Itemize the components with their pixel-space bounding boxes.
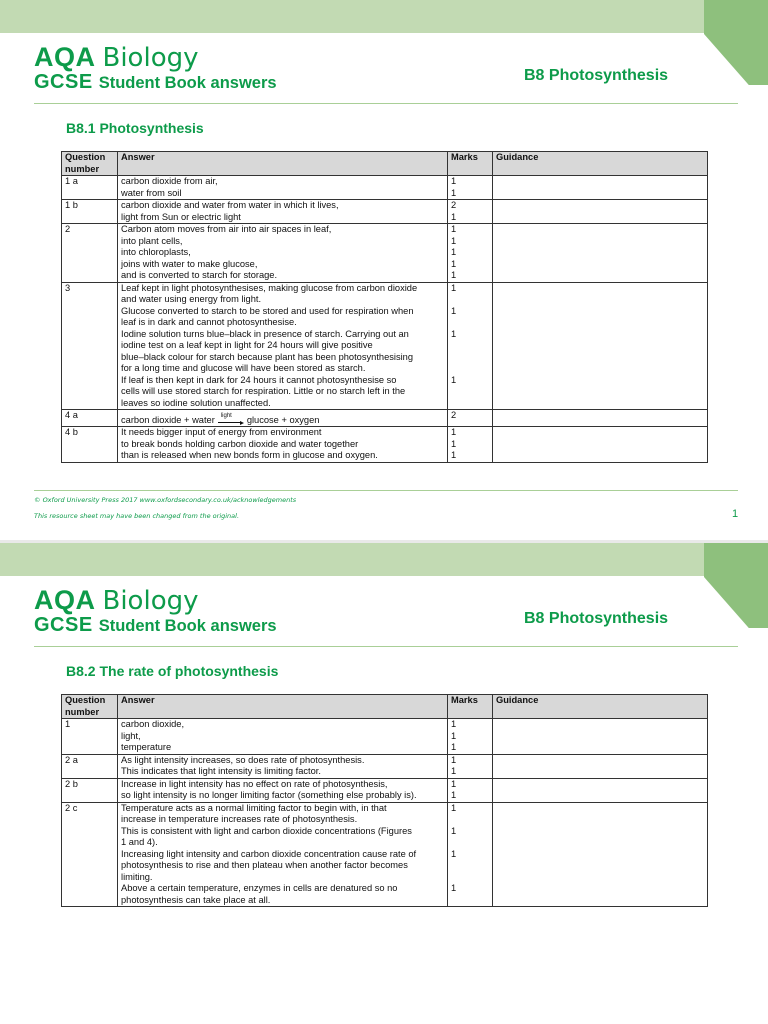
mark-value: 1	[451, 427, 457, 437]
header-rule	[34, 646, 738, 647]
answer-line: This indicates that light intensity is limiting factor.	[121, 766, 321, 776]
marks-cell	[448, 427, 493, 463]
answer-cell	[118, 719, 448, 755]
brand-subtitle: Student Book answers	[98, 74, 277, 92]
mark-value: 1	[451, 802, 457, 813]
table-row	[62, 200, 708, 224]
answer-line: than is released when new bonds form in glucose and oxygen.	[121, 450, 378, 460]
brand-logo	[34, 585, 277, 637]
word-equation	[121, 414, 319, 426]
question-number: 3	[62, 282, 118, 410]
col-header-answer: Answer	[118, 152, 448, 176]
marks-cell	[448, 410, 493, 427]
answer-line: carbon dioxide,	[121, 719, 185, 729]
answer-line: blue–black colour for starch because plant has been photosynthesising	[121, 351, 414, 362]
brand-aqa: AQA	[34, 42, 96, 72]
brand-subject: Biology	[102, 43, 199, 73]
footer-copyright: © Oxford University Press 2017 www.oxfordsecondary.co.uk/acknowledgements	[34, 496, 297, 504]
mark-value: 2	[451, 200, 457, 210]
answers-table	[61, 151, 708, 463]
mark-value: 1	[451, 730, 457, 741]
answer-cell	[118, 282, 448, 410]
guidance-cell	[493, 176, 708, 200]
guidance-cell	[493, 282, 708, 410]
answer-cell	[118, 410, 448, 427]
page-number: 1	[732, 508, 739, 520]
mark-value: 1	[451, 235, 457, 246]
marks-cell	[448, 282, 493, 410]
col-header-guidance: Guidance	[493, 695, 708, 719]
question-number: 2 a	[62, 754, 118, 778]
question-number: 2 c	[62, 802, 118, 907]
guidance-cell	[493, 802, 708, 907]
mark-value: 1	[451, 270, 457, 280]
answer-cell	[118, 176, 448, 200]
table-row	[62, 282, 708, 410]
marks-cell	[448, 802, 493, 907]
answer-line: This is consistent with light and carbon dioxide concentrations (Figures	[121, 825, 412, 836]
question-number: 1	[62, 719, 118, 755]
question-number: 1 b	[62, 200, 118, 224]
answer-cell	[118, 802, 448, 907]
answer-line: carbon dioxide and water from water in which it lives,	[121, 200, 339, 210]
mark-value: 1	[451, 176, 457, 186]
header-band	[0, 543, 768, 576]
mark-value: 1	[451, 258, 457, 269]
table-header-row	[62, 695, 708, 719]
question-number: 2	[62, 224, 118, 283]
guidance-cell	[493, 200, 708, 224]
equation-reactants: carbon dioxide + water	[121, 414, 215, 425]
mark-value: 1	[451, 211, 457, 222]
page-2	[0, 543, 768, 1024]
guidance-cell	[493, 778, 708, 802]
header-band	[0, 0, 768, 33]
answer-line: It needs bigger input of energy from environment	[121, 427, 322, 437]
answer-line: As light intensity increases, so does rate of photosynthesis.	[121, 754, 365, 765]
brand-gcse: GCSE	[34, 71, 93, 93]
answer-line: photosynthesis can take place at all.	[121, 894, 271, 905]
mark-value: 1	[451, 742, 457, 752]
answer-line: photosynthesis to rise and then plateau when another factor becomes	[121, 860, 408, 870]
table-row	[62, 176, 708, 200]
answer-line: Temperature acts as a normal limiting factor to begin with, in that	[121, 802, 387, 813]
marks-cell	[448, 224, 493, 283]
col-header-marks: Marks	[448, 152, 493, 176]
reaction-arrow-icon	[218, 414, 244, 426]
table-row	[62, 224, 708, 283]
question-number: 2 b	[62, 778, 118, 802]
brand-aqa: AQA	[34, 585, 96, 615]
mark-value: 1	[451, 790, 457, 800]
mark-value: 1	[451, 825, 457, 836]
mark-value: 1	[451, 766, 457, 776]
col-header-question: Question number	[62, 152, 118, 176]
answer-line: leaves so iodine solution unaffected.	[121, 397, 271, 408]
header-corner-tab	[704, 543, 768, 628]
col-header-guidance: Guidance	[493, 152, 708, 176]
answer-cell	[118, 754, 448, 778]
header-corner-tab	[704, 0, 768, 85]
answer-cell	[118, 200, 448, 224]
answer-line: so light intensity is no longer limiting factor (something else probably is).	[121, 790, 417, 800]
mark-value: 1	[451, 282, 457, 293]
answer-line: and is converted to starch for storage.	[121, 270, 278, 280]
table-row	[62, 719, 708, 755]
footer-rule	[34, 490, 738, 491]
footer-notice: This resource sheet may have been changed from the original.	[34, 512, 240, 520]
mark-value: 1	[451, 848, 457, 859]
table-row	[62, 754, 708, 778]
section-title: B8.2 The rate of photosynthesis	[66, 663, 279, 679]
answer-line: light from Sun or electric light	[121, 211, 241, 222]
brand-subtitle: Student Book answers	[98, 617, 277, 635]
guidance-cell	[493, 754, 708, 778]
answer-line: light,	[121, 730, 141, 741]
table-row	[62, 802, 708, 907]
mark-value: 1	[451, 305, 457, 316]
table-row	[62, 410, 708, 427]
brand-logo	[34, 42, 277, 94]
answer-line: 1 and 4).	[121, 837, 158, 847]
brand-gcse: GCSE	[34, 614, 93, 636]
answer-line: Glucose converted to starch to be stored and used for respiration when	[121, 305, 414, 316]
answer-line: If leaf is then kept in dark for 24 hours it cannot photosynthesise so	[121, 374, 397, 385]
chapter-title: B8 Photosynthesis	[524, 67, 669, 84]
answer-line: for a long time and glucose will have been stored as starch.	[121, 363, 366, 373]
question-number: 4 b	[62, 427, 118, 463]
question-number: 1 a	[62, 176, 118, 200]
answer-line: into plant cells,	[121, 235, 183, 246]
col-header-question: Question number	[62, 695, 118, 719]
guidance-cell	[493, 427, 708, 463]
answer-line: joins with water to make glucose,	[121, 258, 258, 269]
table-row	[62, 778, 708, 802]
marks-cell	[448, 778, 493, 802]
mark-value: 1	[451, 247, 457, 257]
answers-table	[61, 694, 708, 907]
mark-value: 1	[451, 754, 457, 765]
answer-line: into chloroplasts,	[121, 247, 191, 257]
brand-subject: Biology	[102, 586, 199, 616]
answer-line: Carbon atom moves from air into air spaces in leaf,	[121, 224, 332, 234]
answer-cell	[118, 427, 448, 463]
answer-line: Increasing light intensity and carbon dioxide concentration cause rate of	[121, 848, 417, 859]
mark-value: 1	[451, 450, 457, 460]
marks-cell	[448, 176, 493, 200]
chapter-title: B8 Photosynthesis	[524, 610, 669, 627]
mark-value: 1	[451, 187, 457, 198]
mark-value: 1	[451, 328, 457, 339]
answer-cell	[118, 224, 448, 283]
guidance-cell	[493, 410, 708, 427]
answer-line: cells will use stored starch for respiration. Little or no starch left in the	[121, 386, 406, 396]
guidance-cell	[493, 224, 708, 283]
answer-line: iodine test on a leaf kept in light for 24 hours will give positive	[121, 340, 373, 350]
answer-line: increase in temperature increases rate of photosynthesis.	[121, 814, 358, 824]
mark-value: 1	[451, 883, 457, 893]
mark-value: 2	[451, 410, 457, 420]
answer-line: Iodine solution turns blue–black in presence of starch. Carrying out an	[121, 328, 409, 339]
answer-line: and water using energy from light.	[121, 294, 262, 304]
answer-line: temperature	[121, 742, 172, 752]
marks-cell	[448, 754, 493, 778]
header-rule	[34, 103, 738, 104]
answer-line: to break bonds holding carbon dioxide and water together	[121, 438, 359, 449]
answer-line: limiting.	[121, 871, 153, 882]
answer-line: water from soil	[121, 187, 182, 198]
mark-value: 1	[451, 374, 457, 385]
marks-cell	[448, 719, 493, 755]
marks-cell	[448, 200, 493, 224]
section-title: B8.1 Photosynthesis	[66, 120, 204, 136]
arrow-label: light	[220, 413, 232, 419]
mark-value: 1	[451, 719, 457, 729]
mark-value: 1	[451, 224, 457, 234]
answer-line: Increase in light intensity has no effect on rate of photosynthesis,	[121, 778, 388, 789]
table-header-row	[62, 152, 708, 176]
answer-line: Leaf kept in light photosynthesises, making glucose from carbon dioxide	[121, 282, 418, 293]
equation-products: glucose + oxygen	[246, 414, 320, 425]
col-header-marks: Marks	[448, 695, 493, 719]
guidance-cell	[493, 719, 708, 755]
answer-line: Above a certain temperature, enzymes in cells are denatured so no	[121, 883, 398, 893]
col-header-answer: Answer	[118, 695, 448, 719]
table-row	[62, 427, 708, 463]
mark-value: 1	[451, 778, 457, 789]
question-number: 4 a	[62, 410, 118, 427]
answer-cell	[118, 778, 448, 802]
answer-line: leaf is in dark and cannot photosynthesise.	[121, 317, 297, 327]
mark-value: 1	[451, 438, 457, 449]
answer-line: carbon dioxide from air,	[121, 176, 218, 186]
